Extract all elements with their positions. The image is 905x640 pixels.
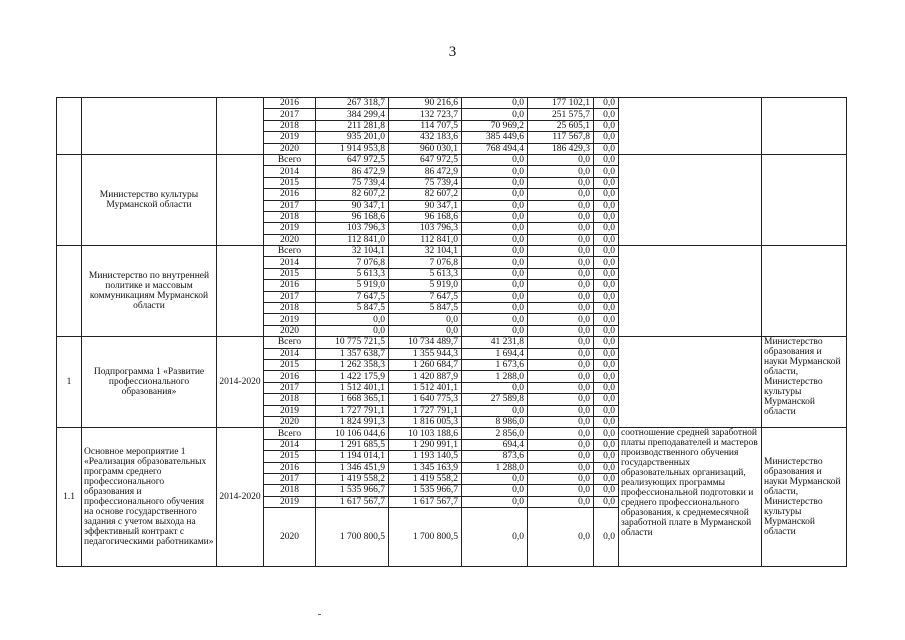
value-cell: 1 700 800,5 <box>389 508 462 567</box>
total-cell: 1 422 175,9 <box>316 371 389 382</box>
value-cell: 0,0 <box>462 223 528 234</box>
value-cell: 0,0 <box>528 416 594 427</box>
value-cell: 0,0 <box>594 394 619 405</box>
executor-cell <box>762 246 847 337</box>
year-cell: 2016 <box>264 371 316 382</box>
value-cell: 0,0 <box>462 257 528 268</box>
value-cell: 0,0 <box>528 189 594 200</box>
value-cell: 0,0 <box>462 496 528 507</box>
value-cell: 0,0 <box>389 314 462 325</box>
value-cell: 0,0 <box>528 382 594 393</box>
value-cell: 0,0 <box>462 303 528 314</box>
value-cell: 0,0 <box>462 200 528 211</box>
row-number: 1.1 <box>57 428 82 567</box>
value-cell: 1 673,6 <box>462 359 528 370</box>
total-cell: 1 419 558,2 <box>316 473 389 484</box>
total-cell: 103 796,3 <box>316 223 389 234</box>
value-cell: 0,0 <box>462 234 528 245</box>
value-cell: 0,0 <box>462 314 528 325</box>
table-row <box>57 98 847 109</box>
value-cell: 0,0 <box>462 177 528 188</box>
value-cell: 0,0 <box>462 189 528 200</box>
row-period <box>217 98 264 155</box>
total-cell: 86 472,9 <box>316 166 389 177</box>
value-cell: 0,0 <box>594 109 619 120</box>
value-cell: 0,0 <box>594 303 619 314</box>
value-cell: 0,0 <box>528 200 594 211</box>
total-cell: 75 739,4 <box>316 177 389 188</box>
value-cell: 0,0 <box>594 405 619 416</box>
value-cell: 0,0 <box>594 223 619 234</box>
executor-cell <box>762 98 847 155</box>
value-cell: 0,0 <box>528 462 594 473</box>
value-cell: 0,0 <box>462 246 528 257</box>
value-cell: 70 969,2 <box>462 120 528 131</box>
total-cell: 1 914 953,8 <box>316 143 389 154</box>
row-number <box>57 98 82 155</box>
year-cell: 2019 <box>264 405 316 416</box>
value-cell: 0,0 <box>594 473 619 484</box>
value-cell: 0,0 <box>528 348 594 359</box>
indicator-cell: соотношение средней заработной платы преподавателей и мастеров производственного обучения государственных образовательных организаций, реализующих программы профессиональной подготовки и среднего профессионального образования, к среднемесячной заработной плате в Мурманской области <box>619 428 762 567</box>
total-cell: 7 076,8 <box>316 257 389 268</box>
value-cell: 1 288,0 <box>462 462 528 473</box>
value-cell: 0,0 <box>594 120 619 131</box>
year-cell: 2016 <box>264 280 316 291</box>
value-cell: 0,0 <box>594 166 619 177</box>
year-cell: 2019 <box>264 223 316 234</box>
year-cell: 2020 <box>264 325 316 336</box>
table-row <box>57 246 847 257</box>
value-cell: 82 607,2 <box>389 189 462 200</box>
value-cell: 0,0 <box>528 496 594 507</box>
value-cell: 0,0 <box>462 166 528 177</box>
value-cell: 0,0 <box>528 314 594 325</box>
year-cell: 2019 <box>264 314 316 325</box>
executor-cell: Министерство образования и науки Мурманской области, Министерство культуры Мурманской области <box>762 337 847 428</box>
value-cell: 132 723,7 <box>389 109 462 120</box>
value-cell: 1 535 966,7 <box>389 485 462 496</box>
value-cell: 0,0 <box>594 314 619 325</box>
value-cell: 0,0 <box>462 325 528 336</box>
value-cell: 117 567,8 <box>528 132 594 143</box>
total-cell: 1 727 791,1 <box>316 405 389 416</box>
year-cell: Всего <box>264 154 316 165</box>
row-number: 1 <box>57 337 82 428</box>
value-cell: 1 816 005,3 <box>389 416 462 427</box>
total-cell: 10 106 044,6 <box>316 428 389 439</box>
value-cell: 0,0 <box>462 280 528 291</box>
year-cell: 2018 <box>264 303 316 314</box>
year-cell: 2020 <box>264 508 316 567</box>
total-cell: 96 168,6 <box>316 211 389 222</box>
year-cell: Всего <box>264 428 316 439</box>
value-cell: 0,0 <box>528 405 594 416</box>
table-row <box>57 428 847 439</box>
value-cell: 0,0 <box>594 143 619 154</box>
value-cell: 0,0 <box>528 154 594 165</box>
indicator-cell <box>619 246 762 337</box>
value-cell: 0,0 <box>462 154 528 165</box>
value-cell: 0,0 <box>594 416 619 427</box>
value-cell: 90 347,1 <box>389 200 462 211</box>
value-cell: 27 589,8 <box>462 394 528 405</box>
row-number <box>57 246 82 337</box>
value-cell: 0,0 <box>528 371 594 382</box>
total-cell: 1 535 966,7 <box>316 485 389 496</box>
indicator-cell <box>619 98 762 155</box>
value-cell: 112 841,0 <box>389 234 462 245</box>
value-cell: 0,0 <box>528 166 594 177</box>
value-cell: 0,0 <box>594 280 619 291</box>
value-cell: 0,0 <box>528 303 594 314</box>
total-cell: 1 700 800,5 <box>316 508 389 567</box>
value-cell: 0,0 <box>462 98 528 109</box>
row-period <box>217 154 264 245</box>
value-cell: 0,0 <box>528 234 594 245</box>
year-cell: Всего <box>264 337 316 348</box>
value-cell: 694,4 <box>462 439 528 450</box>
value-cell: 1 355 944,3 <box>389 348 462 359</box>
value-cell: 1 288,0 <box>462 371 528 382</box>
value-cell: 0,0 <box>528 485 594 496</box>
value-cell: 647 972,5 <box>389 154 462 165</box>
value-cell: 32 104,1 <box>389 246 462 257</box>
scan-mark <box>318 614 321 615</box>
value-cell: 1 694,4 <box>462 348 528 359</box>
value-cell: 0,0 <box>594 268 619 279</box>
value-cell: 1 512 401,1 <box>389 382 462 393</box>
value-cell: 0,0 <box>389 325 462 336</box>
value-cell: 251 575,7 <box>528 109 594 120</box>
year-cell: 2017 <box>264 109 316 120</box>
total-cell: 1 291 685,5 <box>316 439 389 450</box>
total-cell: 1 346 451,9 <box>316 462 389 473</box>
total-cell: 211 281,8 <box>316 120 389 131</box>
value-cell: 960 030,1 <box>389 143 462 154</box>
value-cell: 0,0 <box>594 291 619 302</box>
year-cell: 2014 <box>264 439 316 450</box>
value-cell: 0,0 <box>528 394 594 405</box>
year-cell: 2018 <box>264 120 316 131</box>
row-period: 2014-2020 <box>217 337 264 428</box>
total-cell: 647 972,5 <box>316 154 389 165</box>
executor-cell: Министерство образования и науки Мурманской области, Министерство культуры Мурманской области <box>762 428 847 567</box>
value-cell: 90 216,6 <box>389 98 462 109</box>
value-cell: 10 734 489,7 <box>389 337 462 348</box>
value-cell: 0,0 <box>594 359 619 370</box>
value-cell: 0,0 <box>462 109 528 120</box>
value-cell: 25 605,1 <box>528 120 594 131</box>
value-cell: 1 640 775,3 <box>389 394 462 405</box>
year-cell: 2016 <box>264 462 316 473</box>
year-cell: 2018 <box>264 485 316 496</box>
year-cell: 2017 <box>264 291 316 302</box>
value-cell: 0,0 <box>462 211 528 222</box>
value-cell: 75 739,4 <box>389 177 462 188</box>
total-cell: 935 201,0 <box>316 132 389 143</box>
year-cell: 2018 <box>264 211 316 222</box>
value-cell: 0,0 <box>528 439 594 450</box>
value-cell: 0,0 <box>528 337 594 348</box>
total-cell: 0,0 <box>316 314 389 325</box>
year-cell: 2017 <box>264 473 316 484</box>
value-cell: 0,0 <box>528 359 594 370</box>
value-cell: 0,0 <box>594 246 619 257</box>
value-cell: 96 168,6 <box>389 211 462 222</box>
value-cell: 0,0 <box>594 98 619 109</box>
value-cell: 0,0 <box>528 268 594 279</box>
page-number: 3 <box>448 44 457 60</box>
value-cell: 0,0 <box>594 234 619 245</box>
value-cell: 0,0 <box>528 280 594 291</box>
row-period <box>217 246 264 337</box>
total-cell: 5 613,3 <box>316 268 389 279</box>
value-cell: 0,0 <box>528 211 594 222</box>
value-cell: 0,0 <box>528 246 594 257</box>
year-cell: 2020 <box>264 143 316 154</box>
total-cell: 384 299,4 <box>316 109 389 120</box>
value-cell: 0,0 <box>528 428 594 439</box>
value-cell: 5 613,3 <box>389 268 462 279</box>
value-cell: 0,0 <box>462 382 528 393</box>
total-cell: 1 512 401,1 <box>316 382 389 393</box>
row-name: Подпрограмма 1 «Развитие профессионального образования» <box>82 337 217 428</box>
value-cell: 0,0 <box>594 132 619 143</box>
value-cell: 0,0 <box>528 257 594 268</box>
value-cell: 1 260 684,7 <box>389 359 462 370</box>
value-cell: 1 193 140,5 <box>389 451 462 462</box>
year-cell: 2016 <box>264 98 316 109</box>
value-cell: 0,0 <box>462 291 528 302</box>
value-cell: 7 647,5 <box>389 291 462 302</box>
total-cell: 32 104,1 <box>316 246 389 257</box>
value-cell: 7 076,8 <box>389 257 462 268</box>
total-cell: 90 347,1 <box>316 200 389 211</box>
value-cell: 768 494,4 <box>462 143 528 154</box>
total-cell: 267 318,7 <box>316 98 389 109</box>
value-cell: 0,0 <box>594 451 619 462</box>
value-cell: 0,0 <box>594 189 619 200</box>
value-cell: 41 231,8 <box>462 337 528 348</box>
value-cell: 0,0 <box>594 348 619 359</box>
year-cell: 2017 <box>264 382 316 393</box>
value-cell: 0,0 <box>594 485 619 496</box>
value-cell: 0,0 <box>462 485 528 496</box>
value-cell: 0,0 <box>594 508 619 567</box>
row-number <box>57 154 82 245</box>
table-row <box>57 154 847 165</box>
value-cell: 2 856,0 <box>462 428 528 439</box>
value-cell: 1 420 887,9 <box>389 371 462 382</box>
value-cell: 0,0 <box>594 371 619 382</box>
year-cell: 2015 <box>264 451 316 462</box>
indicator-cell <box>619 154 762 245</box>
value-cell: 5 919,0 <box>389 280 462 291</box>
value-cell: 103 796,3 <box>389 223 462 234</box>
total-cell: 0,0 <box>316 325 389 336</box>
value-cell: 0,0 <box>528 177 594 188</box>
total-cell: 5 847,5 <box>316 303 389 314</box>
value-cell: 0,0 <box>528 473 594 484</box>
value-cell: 0,0 <box>594 496 619 507</box>
value-cell: 0,0 <box>462 268 528 279</box>
value-cell: 0,0 <box>528 223 594 234</box>
year-cell: 2020 <box>264 416 316 427</box>
row-name: Основное мероприятие 1 «Реализация образовательных программ среднего профессионального образования и профессионального обучения на основе государственного задания с учетом выхода на эффективный контракт с педагогическими работниками» <box>82 428 217 567</box>
value-cell: 0,0 <box>528 325 594 336</box>
total-cell: 1 194 014,1 <box>316 451 389 462</box>
table-row <box>57 337 847 348</box>
row-name <box>82 98 217 155</box>
year-cell: Всего <box>264 246 316 257</box>
value-cell: 0,0 <box>528 508 594 567</box>
value-cell: 0,0 <box>462 405 528 416</box>
year-cell: 2014 <box>264 166 316 177</box>
value-cell: 0,0 <box>594 257 619 268</box>
value-cell: 1 617 567,7 <box>389 496 462 507</box>
total-cell: 82 607,2 <box>316 189 389 200</box>
year-cell: 2015 <box>264 177 316 188</box>
value-cell: 0,0 <box>594 211 619 222</box>
year-cell: 2016 <box>264 189 316 200</box>
total-cell: 112 841,0 <box>316 234 389 245</box>
year-cell: 2017 <box>264 200 316 211</box>
value-cell: 0,0 <box>594 462 619 473</box>
value-cell: 432 183,6 <box>389 132 462 143</box>
value-cell: 0,0 <box>594 154 619 165</box>
budget-table <box>56 97 847 567</box>
year-cell: 2015 <box>264 268 316 279</box>
value-cell: 0,0 <box>528 291 594 302</box>
executor-cell <box>762 154 847 245</box>
total-cell: 1 668 365,1 <box>316 394 389 405</box>
value-cell: 0,0 <box>462 473 528 484</box>
year-cell: 2020 <box>264 234 316 245</box>
value-cell: 177 102,1 <box>528 98 594 109</box>
value-cell: 0,0 <box>594 439 619 450</box>
total-cell: 5 919,0 <box>316 280 389 291</box>
year-cell: 2014 <box>264 257 316 268</box>
value-cell: 1 345 163,9 <box>389 462 462 473</box>
value-cell: 5 847,5 <box>389 303 462 314</box>
total-cell: 7 647,5 <box>316 291 389 302</box>
row-period: 2014-2020 <box>217 428 264 567</box>
value-cell: 385 449,6 <box>462 132 528 143</box>
value-cell: 0,0 <box>594 325 619 336</box>
value-cell: 0,0 <box>594 177 619 188</box>
year-cell: 2019 <box>264 132 316 143</box>
value-cell: 86 472,9 <box>389 166 462 177</box>
row-name: Министерство культуры Мурманской области <box>82 154 217 245</box>
value-cell: 0,0 <box>594 428 619 439</box>
value-cell: 1 727 791,1 <box>389 405 462 416</box>
year-cell: 2018 <box>264 394 316 405</box>
value-cell: 0,0 <box>594 200 619 211</box>
value-cell: 186 429,3 <box>528 143 594 154</box>
year-cell: 2014 <box>264 348 316 359</box>
total-cell: 1 617 567,7 <box>316 496 389 507</box>
total-cell: 1 357 638,7 <box>316 348 389 359</box>
total-cell: 1 824 991,3 <box>316 416 389 427</box>
indicator-cell <box>619 337 762 428</box>
value-cell: 0,0 <box>528 451 594 462</box>
year-cell: 2019 <box>264 496 316 507</box>
value-cell: 1 419 558,2 <box>389 473 462 484</box>
value-cell: 10 103 188,6 <box>389 428 462 439</box>
total-cell: 1 262 358,3 <box>316 359 389 370</box>
value-cell: 873,6 <box>462 451 528 462</box>
value-cell: 1 290 991,1 <box>389 439 462 450</box>
row-name: Министерство по внутренней политике и массовым коммуникациям Мурманской области <box>82 246 217 337</box>
value-cell: 8 986,0 <box>462 416 528 427</box>
value-cell: 114 707,5 <box>389 120 462 131</box>
year-cell: 2015 <box>264 359 316 370</box>
value-cell: 0,0 <box>594 337 619 348</box>
value-cell: 0,0 <box>462 508 528 567</box>
value-cell: 0,0 <box>594 382 619 393</box>
total-cell: 10 775 721,5 <box>316 337 389 348</box>
